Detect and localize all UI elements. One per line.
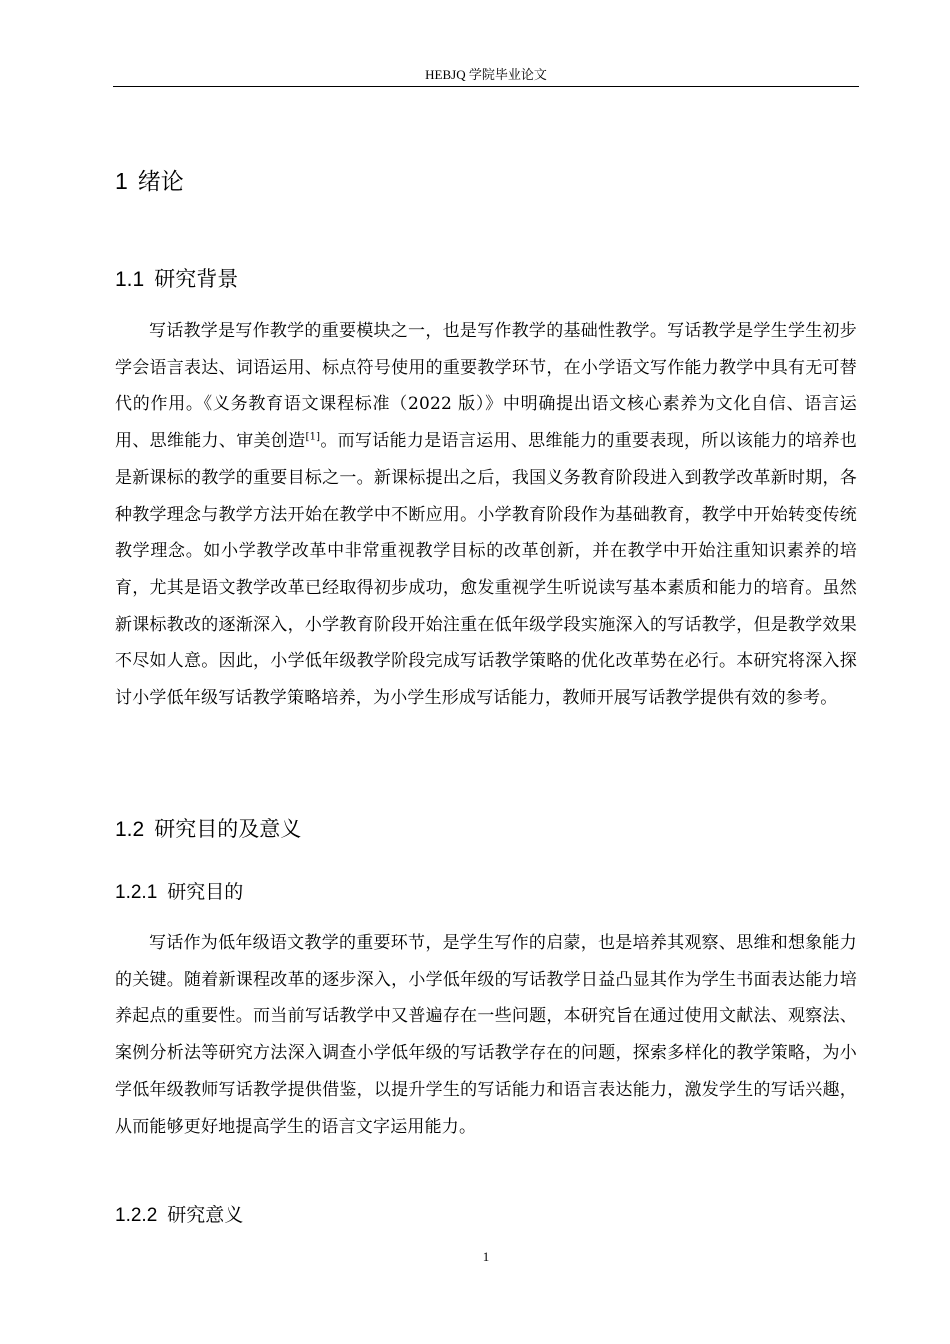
running-header: HEBJQ 学院毕业论文 [425, 67, 547, 82]
subsection-heading-1-2-1 [115, 879, 243, 906]
section-number: 1.1 [115, 268, 145, 291]
section-heading-1-2 [115, 815, 301, 844]
chapter-title: 绪论 [137, 169, 184, 195]
paragraph-text: 。而写话能力是语言运用、思维能力的重要表现，所以该能力的培养也是新课标的教学的重要目标之一。新课标提出之后，我国义务教育阶段进入到教学改革新时期，各种教学理念与教学方法开始在教学中不断应用。小学教育阶段作为基础教育，教学中开始转变传统教学理念。如小学教学改革中非常重视教学目标的改革创新，并在教学中开始注重知识素养的培育，尤其是语文教学改革已经取得初步成功，愈发重视学生听说读写基本素质和能力的培育。虽然新课标教改的逐渐深入，小学教育阶段开始注重在低年级学段实施深入的写话教学，但是教学效果不尽如人意。因此，小学低年级教学阶段完成写话教学策略的优化改革势在必行。本研究将深入探讨小学低年级写话教学策略培养，为小学生形成写话能力，教师开展写话教学提供有效的参考。 [115, 431, 857, 709]
page-number: 1 [482, 1249, 490, 1264]
subsection-number: 1.2.1 [115, 882, 158, 903]
paragraph-research-background [115, 313, 857, 717]
paragraph-research-purpose [115, 925, 857, 1145]
paragraph-text: 写话作为低年级语文教学的重要环节，是学生写作的启蒙，也是培养其观察、思维和想象能力的关键。随着新课程改革的逐步深入，小学低年级的写话教学日益凸显其作为学生书面表达能力培养起点的重要性。而当前写话教学中又普遍存在一些问题，本研究旨在通过使用文献法、观察法、案例分析法等研究方法深入调查小学低年级的写话教学存在的问题，探索多样化的教学策略，为小学低年级教师写话教学提供借鉴，以提升学生的写话能力和语言表达能力，激发学生的写话兴趣，从而能够更好地提高学生的语言文字运用能力。 [115, 933, 857, 1137]
subsection-heading-1-2-2 [115, 1202, 243, 1229]
section-title: 研究目的及意义 [154, 817, 302, 841]
paragraph-text: 写话教学是写作教学的重要模块之一，也是写作教学的基础性教学。写话教学是学生学生初步学会语言表达、词语运用、标点符号使用的重要教学环节，在小学语文写作能力教学中具有无可替代的作用。《义务教育语文课程标准（2022 版）》中明确提出语文核心素养为文化自信、语言运用、思维能力、审美创造 [115, 321, 857, 452]
chapter-heading [115, 166, 184, 197]
chapter-number: 1 [115, 168, 128, 194]
section-title: 研究背景 [154, 267, 239, 291]
subsection-title: 研究目的 [167, 881, 244, 903]
subsection-number: 1.2.2 [115, 1205, 158, 1226]
section-number: 1.2 [115, 818, 145, 841]
section-heading-1-1 [115, 265, 238, 294]
header-rule [113, 86, 859, 87]
subsection-title: 研究意义 [167, 1204, 244, 1226]
reference-mark: [1] [305, 431, 321, 443]
